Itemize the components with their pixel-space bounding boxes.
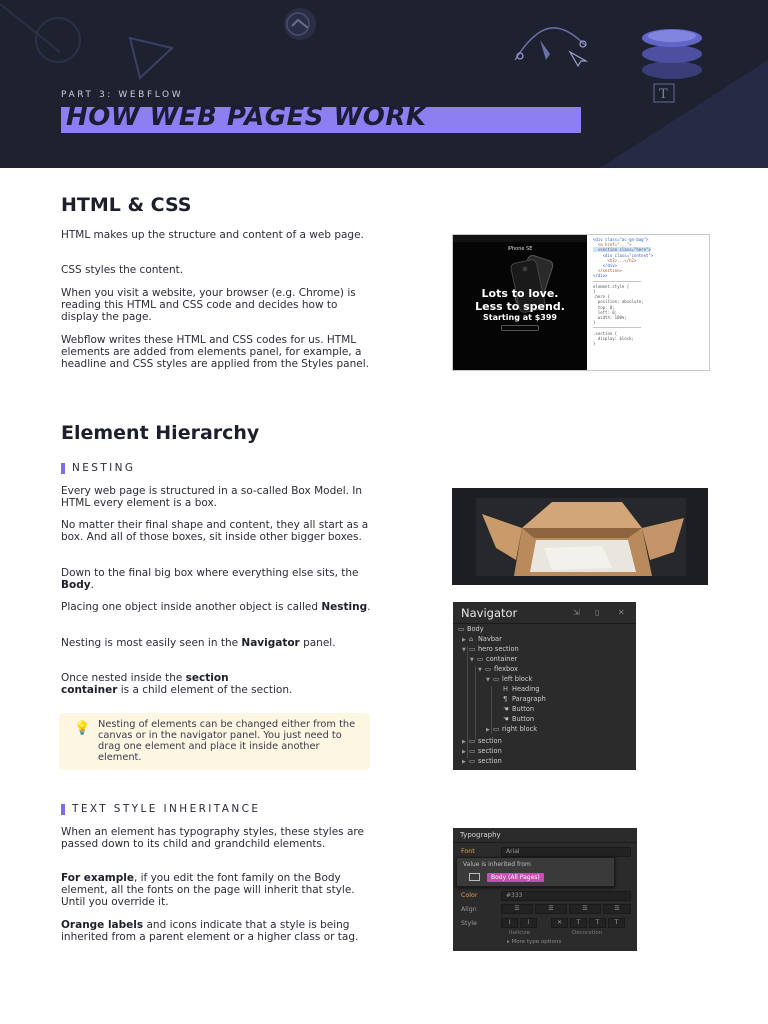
html-css-paragraph-4: Webflow writes these HTML and CSS codes for us. HTML elements are added from elements panel, for example, a headline and CSS styles are applied from the Styles panel. (61, 334, 369, 370)
ad-model-label: iPhone SE (507, 246, 533, 252)
hierarchy-paragraph-2: No matter their final shape and content, they all start as a box. And all of those boxes, sit inside other bigger boxes. (61, 519, 369, 543)
chevron-down-icon: ▼ (486, 677, 490, 683)
chevron-right-icon: ▸ (507, 939, 512, 945)
navigator-item[interactable] (486, 674, 532, 684)
navigator-item[interactable] (462, 634, 502, 644)
heading-icon: H (503, 685, 508, 693)
inheritance-paragraph-2 (61, 872, 373, 908)
page-title: HOW WEB PAGES WORK (66, 102, 427, 132)
section-icon: ▭ (469, 645, 476, 653)
typography-title: Typography (460, 831, 501, 839)
navigator-item-label: Body (467, 625, 484, 633)
lightbulb-icon: 💡 (74, 721, 91, 736)
box-illustration (452, 488, 708, 585)
p5-text: Nesting is most easily seen in the (61, 637, 242, 649)
cardboard-box-photo (452, 488, 708, 585)
p4-text: Placing one object inside another object is called (61, 601, 322, 613)
hierarchy-paragraph-4 (61, 601, 373, 613)
decoration-label: Decoration (572, 930, 603, 936)
style-label: Style (461, 920, 477, 927)
p6-bold-container: container (61, 684, 118, 696)
navigator-title: Navigator (461, 606, 518, 620)
chevron-down-icon: ▼ (462, 647, 466, 653)
header-decoration (0, 0, 768, 168)
navigator-item-label: section (478, 757, 502, 765)
p6-bold-section: section (185, 672, 229, 684)
p4-end: . (367, 601, 371, 613)
navigator-panel (453, 602, 636, 770)
navigator-item[interactable] (462, 746, 502, 756)
more-type-options-label: More type options (511, 939, 562, 945)
navigator-item[interactable] (462, 736, 502, 746)
section-icon: ▭ (469, 757, 476, 765)
p6-text: Once nested inside the (61, 672, 186, 684)
block-icon: ▭ (493, 675, 500, 683)
align-label: Align (461, 906, 477, 913)
navigator-item-label: Paragraph (512, 695, 546, 703)
italicize-label: Italicize (509, 930, 531, 936)
collapse-icon[interactable]: ⇲ (573, 608, 580, 617)
p3-text: Down to the final big box where everything else sits, the (61, 567, 359, 579)
html-css-paragraph-3: When you visit a website, your browser (e.g. Chrome) is reading this HTML and CSS code and decides how to display the page. (61, 287, 356, 323)
part-kicker: PART 3: WEBFLOW (61, 90, 184, 100)
tree-guide (475, 666, 476, 740)
navigator-item[interactable] (503, 694, 546, 704)
html-css-paragraph-1: HTML makes up the structure and content of a web page. (61, 229, 364, 241)
navigator-item-label: Navbar (478, 635, 502, 643)
ad-cta-button (501, 325, 539, 331)
color-label: Color (461, 892, 478, 899)
p5-bold: Navigator (241, 637, 300, 649)
navigator-item[interactable] (470, 654, 517, 664)
overline-button[interactable]: T (608, 918, 625, 928)
italic-off-button[interactable]: I (501, 918, 518, 928)
section-icon: ▭ (469, 737, 476, 745)
align-left-button[interactable]: ☰ (501, 904, 533, 914)
navigator-item-label: right block (502, 725, 538, 733)
underline-button[interactable]: T (589, 918, 606, 928)
navigator-item-label: section (478, 737, 502, 745)
navigator-item-label: flexbox (494, 665, 518, 673)
p6-end: is a child element of the section. (117, 684, 293, 696)
button-icon: ☚ (503, 705, 509, 713)
nesting-subheading (61, 462, 135, 474)
navigator-item-label: Button (512, 705, 535, 713)
p3-bold-orange: Orange labels (61, 919, 144, 931)
navigator-item-label: container (486, 655, 518, 663)
chevron-down-icon: ▼ (470, 657, 474, 663)
chevron-down-icon: ▼ (478, 667, 482, 673)
navigator-item-label: left block (502, 675, 533, 683)
inherited-message: Value is inherited from (463, 861, 531, 868)
section-icon: ▭ (469, 747, 476, 755)
inheritance-paragraph-3 (61, 919, 373, 943)
typography-header (453, 828, 637, 843)
p3-bold: Body (61, 579, 91, 591)
p2-bold: For example (61, 872, 134, 884)
close-icon[interactable]: ✕ (618, 608, 625, 617)
decoration-none-button[interactable]: ✕ (551, 918, 568, 928)
ad-topbar (453, 235, 587, 242)
chevron-right-icon: ▶ (462, 637, 466, 643)
more-type-options[interactable] (507, 939, 561, 945)
font-label: Font (461, 848, 475, 855)
paragraph-icon: ¶ (503, 695, 508, 703)
align-right-button[interactable]: ☰ (569, 904, 601, 914)
p3-text-orange: and icons indicate that a style is being inherited from a parent element or a higher class or tag. (61, 919, 359, 943)
hierarchy-paragraph-5 (61, 637, 373, 649)
p4-bold: Nesting (321, 601, 368, 613)
p3-end: . (90, 579, 94, 591)
color-field[interactable]: #333 (501, 891, 631, 901)
ad-headline-line-2: Less to spend. (475, 300, 565, 313)
navigator-item[interactable] (478, 664, 518, 674)
navigator-item[interactable] (486, 724, 537, 734)
navigator-header (453, 602, 636, 624)
devtools-code: <div class="ac-gn-bag"> <a href="..."> <section class="hero"> <div class="content"> <h2>...</h2> </div> </section> </div> ──────────────────── element.style { } .hero { position: absolute; top: 0; left: 0; width: 100%; } ──────────────────── .section { display: block; } (593, 237, 654, 347)
strikethrough-button[interactable]: T (570, 918, 587, 928)
chevron-right-icon: ▶ (462, 759, 466, 765)
tip-callout (59, 713, 370, 770)
align-center-button[interactable]: ☰ (535, 904, 567, 914)
navigator-item[interactable] (458, 624, 484, 634)
inheritance-subheading (61, 803, 260, 815)
chevron-right-icon: ▶ (462, 749, 466, 755)
ad-price: Starting at $399 (483, 313, 557, 322)
body-icon (469, 873, 480, 881)
inherited-tooltip (456, 857, 615, 887)
nesting-label: NESTING (72, 462, 136, 474)
navigator-item[interactable] (503, 704, 534, 714)
navigator-item[interactable] (503, 714, 534, 724)
align-justify-button[interactable]: ☰ (603, 904, 631, 914)
page-header (0, 0, 768, 168)
container-icon: ▭ (477, 655, 484, 663)
navigator-item[interactable] (462, 644, 519, 654)
hierarchy-paragraph-1: Every web page is structured in a so-called Box Model. In HTML every element is a box. (61, 485, 363, 509)
navigator-item-label: hero section (478, 645, 519, 653)
navigator-item-label: section (478, 747, 502, 755)
block-icon: ▭ (493, 725, 500, 733)
hierarchy-paragraph-6 (61, 672, 373, 696)
flexbox-icon: ▭ (485, 665, 492, 673)
inheritance-label: TEXT STYLE INHERITANCE (72, 803, 261, 815)
inherited-source-chip[interactable]: Body (All Pages) (487, 873, 544, 882)
italic-on-button[interactable]: I (520, 918, 537, 928)
hierarchy-heading: Element Hierarchy (61, 422, 260, 444)
navbar-icon: ⌂ (469, 635, 474, 643)
navigator-item-label: Heading (512, 685, 540, 693)
dock-icon[interactable]: ▯ (595, 608, 600, 617)
font-select[interactable]: Arial (501, 847, 631, 857)
html-css-heading: HTML & CSS (61, 194, 192, 216)
button-icon: ☚ (503, 715, 509, 723)
navigator-item-label: Button (512, 715, 535, 723)
typography-panel (453, 828, 637, 951)
chevron-right-icon: ▶ (462, 739, 466, 745)
navigator-item[interactable] (503, 684, 539, 694)
svg-text:T: T (659, 87, 668, 102)
p5-end: panel. (299, 637, 336, 649)
html-css-paragraph-2: CSS styles the content. (61, 264, 184, 276)
body-icon: ▭ (458, 625, 465, 633)
tip-text: Nesting of elements can be changed either from the canvas or in the navigator panel. You just need to drag one element and place it inside another element. (98, 719, 356, 763)
inheritance-paragraph-1: When an element has typography styles, these styles are passed down to its child and grandchild elements. (61, 826, 364, 850)
navigator-item[interactable] (462, 756, 502, 766)
ad-headline-line-1: Lots to love. (481, 287, 559, 300)
chevron-right-icon: ▶ (486, 727, 490, 733)
ad-headline (453, 287, 587, 313)
hierarchy-paragraph-3 (61, 567, 373, 591)
browser-devtools-screenshot (452, 234, 710, 371)
phone-ad (453, 235, 587, 371)
p2-text: , if you edit the font family on the Body element, all the fonts on the page will inherit that style. Until you override it. (61, 872, 355, 908)
